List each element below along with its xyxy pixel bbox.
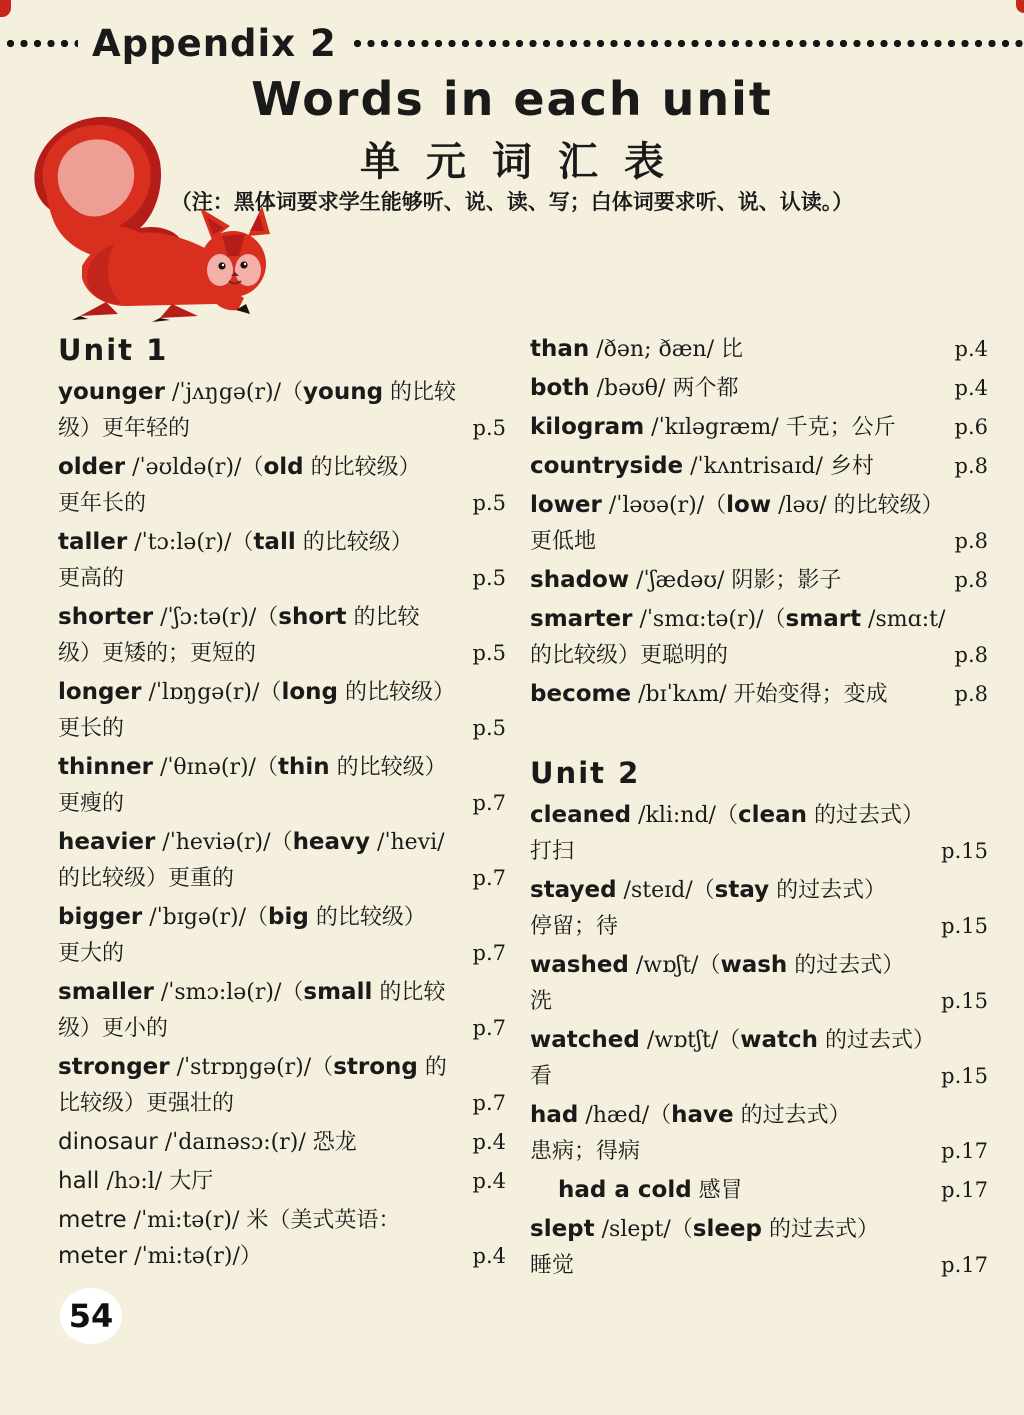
phonetic-text: /bɪˈkʌm/: [631, 682, 727, 707]
appendix-label: Appendix 2: [92, 21, 337, 65]
page-ref: p.7: [472, 941, 506, 965]
page-ref: p.5: [472, 566, 506, 590]
headword-text: tall: [253, 529, 296, 555]
vocab-entry: [58, 675, 506, 747]
page-ref: p.8: [954, 682, 988, 706]
page-ref: p.5: [472, 416, 506, 440]
page-ref: p.15: [941, 914, 988, 938]
headword-text: sleep: [692, 1216, 762, 1242]
definition-text: 睡觉: [530, 1253, 575, 1278]
definition-text: 的过去式）: [807, 803, 924, 828]
legend-note: （注：黑体词要求学生能够听、说、读、写；白体词要求听、说、认读。）: [170, 190, 854, 214]
definition-text: 看: [530, 1064, 553, 1089]
definition-text: （: [246, 905, 269, 930]
headword-text: lower: [530, 492, 602, 518]
phonetic-text: /ləʊ/: [771, 493, 827, 518]
phonetic-text: /hɔ:l/: [99, 1169, 163, 1194]
definition-text: 的比较级）: [295, 530, 413, 555]
headword-text: watch: [740, 1027, 819, 1053]
phonetic-text: /ˈjʌŋgə(r)/: [164, 380, 282, 405]
vocab-entry: [530, 1098, 988, 1170]
phonetic-text: /ˈʃɔ:tə(r)/: [153, 605, 257, 630]
vocab-entry: [58, 525, 506, 597]
definition-text: 的比较级）: [329, 755, 447, 780]
phonetic-text: /ˈθɪnə(r)/: [152, 755, 256, 780]
vocab-entry: [530, 371, 988, 407]
headword-text: low: [726, 492, 772, 518]
definition-text: 更大的: [58, 941, 125, 966]
phonetic-text: /kli:nd/: [631, 803, 716, 828]
unit-heading: Unit 2: [530, 756, 641, 790]
vocab-entry: [58, 1050, 506, 1122]
phonetic-text: /ˈsmɑ:tə(r)/: [632, 607, 764, 632]
vocab-entry: [530, 602, 988, 674]
headword-text: older: [58, 454, 126, 480]
phonetic-text: /slept/: [594, 1217, 671, 1242]
page-number-badge: 54: [60, 1288, 122, 1344]
phonetic-text: /ˈəʊldə(r)/: [125, 455, 242, 480]
vocab-column-left: [58, 332, 506, 1287]
definition-text: 患病；得病: [530, 1139, 641, 1164]
unit-heading: Unit 1: [58, 333, 169, 367]
definition-text: （: [718, 1028, 741, 1053]
headword-text: washed: [530, 952, 629, 978]
definition-text: （: [256, 605, 279, 630]
definition-text: （: [281, 380, 304, 405]
definition-text: 级）更小的: [58, 1016, 169, 1041]
definition-text: 比: [714, 337, 744, 362]
page-ref: p.5: [472, 641, 506, 665]
definition-text: 级）更年轻的: [58, 416, 191, 441]
page-ref: p.8: [954, 454, 988, 478]
vocab-entry: [530, 677, 988, 713]
definition-text: 的比较: [346, 605, 420, 630]
definition-text: 比较级）更强壮的: [58, 1091, 235, 1116]
definition-text: 打扫: [530, 839, 575, 864]
vocab-entry: [58, 600, 506, 672]
phonetic-text: /ˈstrɒŋgə(r)/: [169, 1055, 312, 1080]
vocab-entry: [58, 750, 506, 822]
headword-text: shorter: [58, 604, 154, 630]
vocab-entry: [530, 1173, 988, 1209]
definition-text: （: [241, 455, 264, 480]
vocab-entry: [530, 798, 988, 870]
definition-text: 乡村: [822, 454, 874, 479]
headword-text: small: [303, 979, 373, 1005]
definition-text: 的比较级）: [303, 455, 421, 480]
headword-text: heavy: [292, 829, 371, 855]
definition-text: （: [698, 953, 721, 978]
page-ref: p.4: [472, 1169, 506, 1193]
headword-text: strong: [333, 1054, 418, 1080]
definition-text: （: [715, 803, 738, 828]
phonetic-text: /wɒtʃt/: [639, 1028, 719, 1053]
page-corner-mark: [0, 0, 11, 17]
page-ref: p.4: [954, 337, 988, 361]
headword-text: long: [281, 679, 338, 705]
definition-text: 更高的: [58, 566, 125, 591]
definition-text: 的比较级）更重的: [58, 866, 235, 891]
headword-text: had a cold: [558, 1177, 692, 1203]
page-ref: p.7: [472, 1091, 506, 1115]
headword-text: heavier: [58, 829, 156, 855]
page-ref: p.4: [472, 1244, 506, 1268]
phonetic-text: /ˈkʌntrisaɪd/: [683, 454, 823, 479]
vocab-entry: [58, 825, 506, 897]
definition-text: 米（美式英语：: [239, 1208, 401, 1233]
definition-text: 的过去式）: [787, 953, 905, 978]
vocab-entry: [58, 1203, 506, 1275]
headword-text: younger: [58, 379, 165, 405]
headword-text: hall: [58, 1168, 100, 1194]
headword-text: stronger: [58, 1054, 170, 1080]
definition-text: （: [649, 1103, 672, 1128]
page-ref: p.8: [954, 568, 988, 592]
definition-text: 感冒: [691, 1178, 743, 1203]
page-ref: p.17: [941, 1253, 988, 1277]
definition-text: 的比较: [372, 980, 446, 1005]
page-ref: p.15: [941, 839, 988, 863]
page-ref: p.7: [472, 791, 506, 815]
phonetic-text: /ˈmi:tə(r)/: [127, 1244, 240, 1269]
headword-text: countryside: [530, 453, 684, 479]
headword-text: than: [530, 336, 590, 362]
headword-text: shadow: [530, 567, 630, 593]
headword-text: clean: [737, 802, 807, 828]
dotted-rule-left: [6, 39, 78, 48]
phonetic-text: /ˈdaɪnəsɔ:(r)/: [157, 1130, 306, 1155]
headword-text: watched: [530, 1027, 640, 1053]
headword-text: longer: [58, 679, 142, 705]
definition-text: 开始变得；变成: [726, 682, 888, 707]
headword-text: old: [263, 454, 304, 480]
vocab-entry: [530, 449, 988, 485]
headword-text: meter: [58, 1243, 128, 1269]
vocab-entry: [58, 450, 506, 522]
headword-text: thinner: [58, 754, 153, 780]
headword-text: had: [530, 1102, 579, 1128]
headword-text: smarter: [530, 606, 633, 632]
page-ref: p.4: [954, 376, 988, 400]
headword-text: short: [278, 604, 347, 630]
page-ref: p.6: [954, 415, 988, 439]
headword-text: become: [530, 681, 632, 707]
page-title: Words in each unit: [251, 72, 773, 126]
definition-text: 的比较级）: [826, 493, 944, 518]
definition-text: 恐龙: [305, 1130, 357, 1155]
definition-text: （: [255, 755, 278, 780]
vocab-entry: [530, 563, 988, 599]
vocab-entry: [530, 873, 988, 945]
headword-text: stay: [714, 877, 770, 903]
definition-text: 洗: [530, 989, 553, 1014]
phonetic-text: /smɑ:t/: [861, 607, 946, 632]
vocab-entry: [58, 1125, 506, 1161]
phonetic-text: /wɒʃt/: [628, 953, 699, 978]
definition-text: 的比较级）: [337, 680, 455, 705]
page-ref: p.4: [472, 1130, 506, 1154]
headword-text: taller: [58, 529, 128, 555]
vocab-entry: [530, 332, 988, 368]
page-title-chinese: 单元词汇表: [360, 138, 690, 185]
definition-text: 大厅: [162, 1169, 214, 1194]
phonetic-text: /ˈmi:tə(r)/: [126, 1208, 240, 1233]
appendix-header: [6, 20, 1024, 66]
phonetic-text: /ˈʃædəʊ/: [629, 568, 725, 593]
definition-text: 的比较: [383, 380, 457, 405]
definition-text: （: [281, 980, 304, 1005]
phonetic-text: /ˈbɪgə(r)/: [142, 905, 246, 930]
headword-text: thin: [278, 754, 330, 780]
definition-text: （: [670, 1217, 693, 1242]
definition-text: （: [231, 530, 254, 555]
vocab-entry: [58, 900, 506, 972]
definition-text: 的过去式）: [769, 878, 887, 903]
phonetic-text: /ˈsmɔ:lə(r)/: [153, 980, 282, 1005]
definition-text: （: [270, 830, 293, 855]
headword-text: metre: [58, 1207, 127, 1233]
definition-text: 阴影；影子: [724, 568, 842, 593]
vocab-entry: [530, 410, 988, 446]
vocab-entry: [58, 975, 506, 1047]
phonetic-text: /steɪd/: [616, 878, 693, 903]
page-ref: p.5: [472, 491, 506, 515]
definition-text: 更年长的: [58, 491, 147, 516]
definition-text: 的过去式）: [733, 1103, 851, 1128]
phonetic-text: /hæd/: [578, 1103, 650, 1128]
phonetic-text: /ˈkɪləgræm/: [644, 415, 779, 440]
phonetic-text: /ˈtɔ:lə(r)/: [127, 530, 232, 555]
definition-text: 更低地: [530, 529, 597, 554]
squirrel-mascot: [22, 104, 302, 324]
vocab-entry: [58, 375, 506, 447]
definition-text: 停留；待: [530, 914, 619, 939]
phonetic-text: /bəʊθ/: [589, 376, 666, 401]
headword-text: cleaned: [530, 802, 632, 828]
headword-text: stayed: [530, 877, 617, 903]
headword-text: wash: [720, 952, 788, 978]
vocab-entry: [530, 488, 988, 560]
vocab-entry: [530, 948, 988, 1020]
page-ref: p.15: [941, 989, 988, 1013]
definition-text: ）: [239, 1244, 262, 1269]
dotted-rule-right: [353, 39, 1024, 48]
vocab-column-right: [530, 332, 988, 1287]
definition-text: （: [259, 680, 282, 705]
definition-text: 级）更矮的；更短的: [58, 641, 257, 666]
headword-text: have: [671, 1102, 734, 1128]
definition-text: 的: [417, 1055, 447, 1080]
phonetic-text: /ˈlɒŋgə(r)/: [141, 680, 260, 705]
definition-text: 更长的: [58, 716, 125, 741]
vocab-columns: [58, 332, 988, 1287]
headword-text: big: [268, 904, 309, 930]
headword-text: both: [530, 375, 590, 401]
page-ref: p.17: [941, 1178, 988, 1202]
page-ref: p.7: [472, 1016, 506, 1040]
page-corner-mark: [1016, 0, 1024, 13]
page-ref: p.5: [472, 716, 506, 740]
definition-text: 的比较级）: [308, 905, 426, 930]
headword-text: young: [303, 379, 384, 405]
definition-text: （: [692, 878, 715, 903]
vocab-entry: [58, 1164, 506, 1200]
headword-text: kilogram: [530, 414, 645, 440]
definition-text: 的过去式）: [762, 1217, 879, 1242]
page-ref: p.8: [954, 529, 988, 553]
headword-text: slept: [530, 1216, 595, 1242]
phonetic-text: /ˈləʊə(r)/: [601, 493, 705, 518]
definition-text: 千克；公斤: [778, 415, 896, 440]
definition-text: 的比较级）更聪明的: [530, 643, 729, 668]
headword-text: smart: [785, 606, 862, 632]
definition-text: （: [763, 607, 786, 632]
headword-text: smaller: [58, 979, 154, 1005]
headword-text: bigger: [58, 904, 143, 930]
definition-text: （: [311, 1055, 334, 1080]
phonetic-text: /ˈheviə(r)/: [155, 830, 271, 855]
definition-text: （: [704, 493, 727, 518]
definition-text: 更瘦的: [58, 791, 125, 816]
vocab-entry: [530, 1212, 988, 1284]
page-ref: p.7: [472, 866, 506, 890]
headword-text: dinosaur: [58, 1129, 158, 1155]
vocab-entry: [530, 1023, 988, 1095]
definition-text: 两个都: [665, 376, 739, 401]
page-ref: p.15: [941, 1064, 988, 1088]
phonetic-text: /ˈhevi/: [370, 830, 445, 855]
definition-text: 的过去式）: [818, 1028, 936, 1053]
phonetic-text: /ðən; ðæn/: [589, 337, 715, 362]
page-ref: p.8: [954, 643, 988, 667]
page-ref: p.17: [941, 1139, 988, 1163]
